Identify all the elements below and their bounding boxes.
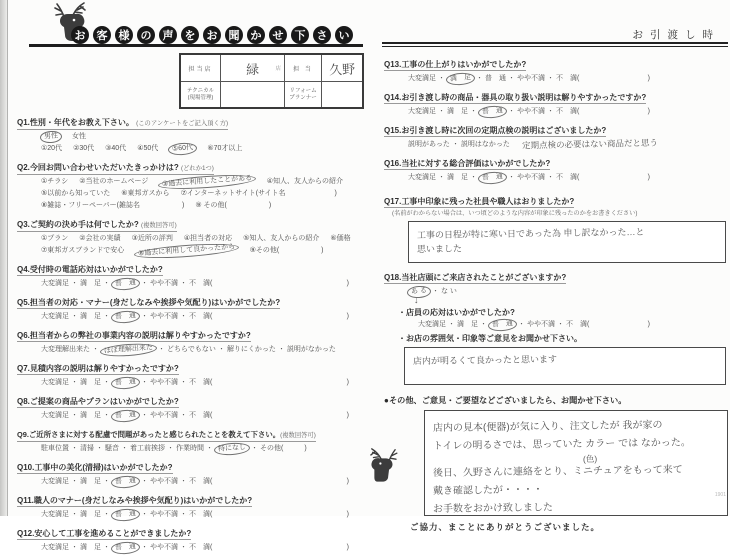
option-separator	[170, 189, 181, 199]
option-separator: ・	[480, 321, 487, 328]
other-comments-title: ●その他、ご意見・ご要望などございましたら、お聞かせ下さい。	[384, 396, 627, 405]
rating-option: やや不満	[150, 280, 178, 287]
circled-rating-option: 普 通	[478, 105, 508, 119]
option-separator: ・	[103, 412, 110, 419]
option-separator: ・	[103, 313, 110, 320]
option: な い	[440, 288, 457, 295]
option-separator	[239, 246, 250, 256]
q14-rating	[384, 107, 728, 117]
option-separator: ・	[206, 445, 213, 452]
circled-option: ⑧過去に利用して良かったから	[134, 241, 240, 260]
question-title: Q14.お引き渡し時の商品・器具の取り扱い説明は解りやすかったですか?	[384, 93, 647, 102]
rating-option: やや不満	[150, 379, 178, 386]
question-q5	[17, 292, 361, 322]
rating-option: やや不満	[517, 75, 545, 82]
title-badge: 下	[291, 26, 309, 44]
circled-option: あ る	[407, 285, 432, 299]
option-separator: ・	[180, 478, 187, 485]
circled-rating-option: 普 通	[111, 475, 141, 489]
title-badge: の	[137, 26, 155, 44]
option-separator	[121, 234, 132, 244]
q9-options	[17, 444, 361, 454]
option-separator: ・	[180, 544, 187, 551]
scan-edge-shadow	[0, 0, 8, 516]
header-rule	[29, 44, 363, 47]
option-separator: ・	[448, 321, 455, 328]
circled-rating-option: 普 通	[111, 541, 141, 555]
question-title: Q13.工事の仕上がりはいかがでしたか?	[384, 60, 527, 69]
q6-options	[17, 345, 361, 355]
title-badge: お	[203, 26, 221, 44]
option-separator: ・	[557, 321, 564, 328]
close-paren: )	[346, 478, 349, 485]
rating-option: 大変満足	[408, 108, 436, 115]
handwritten-comment: 店内が明るくて良かったと思います	[412, 354, 558, 367]
option-separator	[68, 177, 79, 187]
q2-options-line1	[17, 174, 361, 189]
option-separator: ・	[508, 108, 515, 115]
rating-option: やや不満	[150, 478, 178, 485]
handwritten-comment: (色)	[582, 453, 598, 464]
option-separator: ・	[508, 75, 515, 82]
option-separator: ・	[121, 445, 128, 452]
option: ④担当者の対応	[183, 235, 233, 242]
circled-option: ほぼ理解出来た	[100, 342, 158, 358]
circled-rating-option: 普 通	[111, 310, 141, 324]
q16-rating	[384, 173, 728, 183]
option-separator: ・	[103, 478, 110, 485]
question-title: Q18.当社店頭にご来店されたことがございますか?	[384, 273, 567, 282]
rating-option: 大変満足	[41, 478, 69, 485]
option-separator: ・	[167, 445, 174, 452]
person-label-cell: 担 当	[285, 55, 322, 82]
option-separator	[110, 189, 121, 199]
deer-icon	[364, 446, 402, 493]
option: 騒音	[105, 445, 119, 452]
rating-option: 不 満(	[189, 412, 213, 419]
handwritten-store-name: 緑	[245, 61, 260, 77]
option-separator	[184, 201, 195, 211]
option: ⑥価格	[330, 235, 351, 242]
question-title: Q7.見積内容の説明は解りやすかったですか?	[17, 364, 179, 373]
store-suffix: 店	[275, 66, 281, 72]
question-q6	[17, 325, 361, 355]
planner-value-cell	[322, 82, 362, 107]
handwritten-comment: 工事の日程が特に寒い日であった為 申し訳なかった…と	[416, 226, 645, 241]
handwritten-person-name: 久野	[328, 61, 356, 77]
rating-option: やや不満	[150, 313, 178, 320]
other-comments-section	[384, 395, 728, 533]
q4-rating	[17, 279, 361, 289]
option-separator	[173, 234, 184, 244]
question-q1	[17, 112, 361, 154]
rating-option: 大変満足	[41, 280, 69, 287]
circled-option: 特になし	[214, 442, 251, 456]
question-title: Q16.当社に対する総合評価はいかがでしたか?	[384, 159, 551, 168]
rating-option: 満 足	[80, 379, 101, 386]
section-rule	[382, 42, 728, 47]
rating-option: 満 足	[457, 321, 478, 328]
option-separator: ・	[277, 346, 285, 353]
option-separator: ・	[438, 108, 445, 115]
q8-rating	[17, 411, 361, 421]
option-separator: ・	[71, 544, 78, 551]
option-separator: ・	[141, 478, 148, 485]
option-separator: ・	[547, 108, 554, 115]
question-q13	[384, 54, 728, 84]
option: ②30代	[73, 145, 95, 152]
title-badge: 様	[115, 26, 133, 44]
close-paren: )	[346, 280, 349, 287]
option-separator: ・	[158, 346, 165, 353]
option-separator: ・	[217, 346, 225, 353]
other-comments-box	[424, 410, 728, 516]
option: ①20代	[41, 145, 63, 152]
right-questions	[384, 54, 728, 533]
circled-rating-option: 満 足	[446, 72, 476, 86]
circled-option: ⑤60代	[168, 142, 198, 156]
option-separator: ・	[92, 346, 99, 353]
rating-option: 不 満(	[189, 379, 213, 386]
question-title: Q12.安心して工事を進めることができましたか?	[17, 529, 192, 538]
rating-option: やや不満	[517, 108, 545, 115]
option-separator: ・	[103, 280, 110, 287]
option: 説明があった	[408, 141, 450, 148]
q1-age-options	[17, 144, 361, 154]
option: 大変理解出来た	[41, 346, 90, 353]
option: ①チラシ	[41, 178, 69, 185]
handwritten-comment: 思いました	[416, 243, 463, 255]
option-separator: ・	[180, 412, 187, 419]
circled-rating-option: 普 通	[111, 508, 141, 522]
close-paren: )	[346, 313, 349, 320]
option-separator	[68, 234, 79, 244]
technical-label-cell: テクニカル (現場管理)	[181, 82, 221, 107]
question-q17	[384, 191, 728, 263]
q12-rating	[17, 543, 361, 553]
rating-option: 大変満足	[408, 75, 436, 82]
rating-option: やや不満	[150, 412, 178, 419]
store-value-cell	[221, 55, 285, 82]
left-page	[9, 0, 372, 552]
option: ⑤以前から知っていた	[41, 190, 111, 197]
rating-option: 満 足	[80, 280, 101, 287]
title-badge: い	[335, 26, 353, 44]
rating-option: 大変満足	[41, 379, 69, 386]
option-separator: ・	[71, 478, 78, 485]
title-badge: せ	[269, 26, 287, 44]
option-separator: ・	[141, 511, 148, 518]
option-separator	[61, 132, 72, 142]
option-separator: ・	[71, 280, 78, 287]
q3-options-line1	[17, 234, 361, 244]
q17-comment-box	[408, 221, 726, 263]
option: ④知人、友人からの紹介	[266, 178, 343, 185]
option: 作業時間	[176, 445, 204, 452]
close-paren: )	[647, 321, 650, 328]
close-paren: )	[346, 379, 349, 386]
store-label-cell: 担当店	[181, 55, 221, 82]
rating-option: 大変満足	[41, 511, 69, 518]
option-separator: ・	[71, 313, 78, 320]
option: ④50代	[137, 145, 159, 152]
handwritten-comment: トイレの明るさでは、思っていた カラー では なかった。	[432, 437, 691, 452]
technical-value-cell	[221, 82, 285, 107]
option-separator: ・	[438, 174, 445, 181]
q13-rating	[384, 74, 728, 84]
question-title: Q8.ご提案の商品やプランはいかがでしたか?	[17, 397, 179, 406]
title-badge: 声	[159, 26, 177, 44]
option-separator: ・	[103, 379, 110, 386]
option-separator: ・	[451, 141, 459, 148]
option: 駐車位置	[41, 445, 69, 452]
option: どちらでもない	[167, 346, 216, 353]
option: ⑦東邦ガスブランドで安心	[41, 247, 125, 254]
question-q4	[17, 259, 361, 289]
question-q7	[17, 358, 361, 388]
option: 説明がなかった	[286, 346, 336, 353]
title-badge: 客	[93, 26, 111, 44]
question-q18	[384, 267, 728, 385]
close-paren: )	[647, 108, 650, 115]
form-code: 1901	[714, 492, 726, 498]
option: ②会社の実績	[79, 235, 121, 242]
circled-rating-option: 普 通	[111, 277, 141, 291]
option-separator: ・	[141, 412, 148, 419]
handwritten-comment: お手数をおかけ致しました	[432, 502, 554, 515]
q1-gender-options	[17, 132, 361, 142]
option-separator: ・	[508, 174, 515, 181]
option-separator: ・	[71, 511, 78, 518]
question-q12	[17, 523, 361, 553]
option-separator	[319, 234, 330, 244]
planner-label-cell: リフォーム プランナー	[285, 82, 322, 107]
rating-option: やや不満	[527, 321, 555, 328]
question-q3	[17, 214, 361, 256]
close-paren: )	[647, 174, 650, 181]
q2-options-line2	[17, 189, 361, 199]
q18-staff-rating	[384, 320, 728, 330]
option-separator: ・	[518, 321, 525, 328]
title-badge: さ	[313, 26, 331, 44]
rating-option: 大変満足	[41, 412, 69, 419]
rating-option: 満 足	[80, 511, 101, 518]
title-badge: か	[247, 26, 265, 44]
option: ③40代	[105, 145, 127, 152]
right-page	[372, 0, 730, 532]
rating-option: 不 満(	[556, 108, 580, 115]
rating-option: 満 足	[80, 412, 101, 419]
option: 女性	[72, 133, 86, 140]
title-badge: お	[71, 26, 89, 44]
option-separator	[256, 177, 267, 187]
option-separator: ・	[71, 445, 78, 452]
option-separator: ・	[547, 75, 554, 82]
option-separator	[196, 144, 207, 154]
option-separator: ・	[96, 445, 103, 452]
q15-options	[384, 140, 510, 150]
question-q2	[17, 157, 361, 211]
rating-option: 不 満(	[189, 544, 213, 551]
title-badge: 聞	[225, 26, 243, 44]
question-title: Q4.受付時の電話応対はいかがでしたか?	[17, 265, 163, 274]
option-separator: ・	[470, 174, 477, 181]
rating-option: 大変満足	[408, 174, 436, 181]
option-separator: ・	[180, 511, 187, 518]
handwritten-arrow: ↓	[414, 295, 419, 305]
rating-option: 不 満(	[189, 478, 213, 485]
question-title: Q2.今回お問い合わせいただいたきっかけは? (どれか1つ)	[17, 162, 214, 175]
question-title: Q3.ご契約の決め手は何でしたか? (複数回答可)	[17, 219, 177, 232]
option-separator: ・	[71, 412, 78, 419]
q2-options-line3	[17, 201, 361, 211]
left-questions	[17, 112, 361, 556]
option-separator: ・	[476, 75, 483, 82]
question-title: Q15.お引き渡し時に次回の定期点検の説明はございましたか?	[384, 126, 607, 135]
q11-rating	[17, 510, 361, 520]
rating-option: 満 足	[447, 108, 468, 115]
staff-table	[179, 53, 364, 109]
option: 清掃	[80, 445, 94, 452]
option-separator: ・	[141, 313, 148, 320]
handwritten-note-q15: 定期点検の必要はない商品だと思う	[521, 137, 659, 151]
q18-sub-question-shop: ・お店の雰囲気・印象等ご意見をお聞かせ下さい。	[398, 334, 582, 343]
handwritten-comment: 店内の見本(便器)が気に入り、注文したが 我が家の	[432, 419, 663, 434]
rating-option: 不 満(	[556, 75, 580, 82]
option: 説明はなかった	[460, 141, 510, 148]
section-label-handover: お引渡し時	[632, 29, 720, 41]
option: ①プラン	[41, 235, 69, 242]
rating-option: 満 足	[80, 478, 101, 485]
rating-option: 不 満(	[556, 174, 580, 181]
question-title: Q9.ご近所さまに対する配慮で問題があったと感じられたことを教えて下さい。(複数回答可)	[17, 429, 316, 442]
rating-option: 大変満足	[41, 313, 69, 320]
close-paren: )	[346, 511, 349, 518]
q3-options-line2	[17, 243, 361, 258]
option: ⑨ その他( )	[195, 202, 272, 209]
rating-option: 不 満(	[189, 511, 213, 518]
option-separator: ・	[141, 280, 148, 287]
question-q10	[17, 457, 361, 487]
option: ⑥70才以上	[207, 145, 243, 152]
option: その他( )	[260, 445, 307, 452]
option-separator: ・	[470, 108, 477, 115]
option-separator: ・	[438, 75, 445, 82]
circled-rating-option: 普 通	[111, 376, 141, 390]
close-paren: )	[346, 412, 349, 419]
question-q9	[17, 424, 361, 454]
close-paren: )	[647, 75, 650, 82]
option: ⑧雑誌・フリーペーパー(雑誌名 )	[41, 202, 185, 209]
option-separator	[94, 144, 105, 154]
rating-option: やや不満	[150, 511, 178, 518]
circled-option: 男性	[40, 130, 63, 144]
question-q11	[17, 490, 361, 520]
option-separator: ・	[103, 511, 110, 518]
option-separator	[62, 144, 73, 154]
circled-rating-option: 普 通	[111, 409, 141, 423]
rating-option: 不 満(	[189, 280, 213, 287]
option-separator: ・	[141, 544, 148, 551]
question-q8	[17, 391, 361, 421]
option-separator	[126, 144, 137, 154]
rating-option: 不 満(	[566, 321, 590, 328]
circled-rating-option: 普 通	[488, 318, 518, 332]
option-separator: ・	[141, 379, 148, 386]
question-q14	[384, 87, 728, 117]
option-separator: ・	[547, 174, 554, 181]
q5-rating	[17, 312, 361, 322]
circled-rating-option: 普 通	[478, 171, 508, 185]
rating-option: 満 足	[80, 313, 101, 320]
option-separator: ・	[180, 313, 187, 320]
question-note: (名前がわからない場合は、いつ頃どのような内容が印象に残ったのかをお書きください)	[392, 210, 638, 217]
rating-option: 大変満足	[41, 544, 69, 551]
option-separator: ・	[180, 280, 187, 287]
rating-option: 満 足	[447, 174, 468, 181]
rating-option: 大変満足	[418, 321, 446, 328]
question-title: Q11.職人のマナー(身だしなみや挨拶や気配り)はいかがでしたか?	[17, 496, 253, 505]
question-title: Q1.性別・年代をお教え下さい。 (このアンケートをご記入頂く方)	[17, 117, 228, 130]
rating-option: 不 満(	[189, 313, 213, 320]
option-separator: ・	[103, 544, 110, 551]
option: ②当社のホームページ	[79, 178, 149, 185]
option-separator: ・	[431, 288, 439, 295]
question-q15	[384, 120, 728, 150]
option-separator	[232, 234, 243, 244]
option: ⑤知人、友人からの紹介	[243, 235, 320, 242]
question-title: Q17.工事中印象に残った社員や職人はおりましたか?	[384, 197, 575, 206]
option-separator: ・	[251, 445, 258, 452]
rating-option: やや不満	[150, 544, 178, 551]
handwritten-comment: 後日、久野さんに連絡をとり、ミニチュアをもって来て	[432, 464, 683, 479]
handwritten-comment: 戴き確認したが・・・・	[432, 484, 544, 497]
page-title	[71, 26, 353, 44]
option-separator: ・	[71, 379, 78, 386]
question-title: Q6.担当者からの弊社の事業内容の説明は解りやすかったですか?	[17, 331, 251, 340]
option-separator: ・	[180, 379, 187, 386]
option: 解りにくかった	[226, 346, 276, 353]
q18-sub-question-staff: ・店員の応対はいかがでしたか?	[398, 308, 515, 317]
circled-option: ③過去に利用したことがある	[158, 173, 257, 192]
option: ③近所の評判	[131, 235, 173, 242]
person-value-cell	[322, 55, 362, 82]
question-q16	[384, 153, 728, 183]
rating-option: やや不満	[517, 174, 545, 181]
title-badge: を	[181, 26, 199, 44]
option: ⑦インターネットサイト(サイト名 )	[180, 190, 337, 197]
option: 着工前挨拶	[130, 445, 165, 452]
thanks-message: ご協力、まことにありがとうございました。	[410, 522, 601, 532]
q18-comment-box	[404, 347, 726, 385]
q10-rating	[17, 477, 361, 487]
rating-option: 満 足	[80, 544, 101, 551]
option: ⑥東邦ガスから	[121, 190, 170, 197]
close-paren: )	[346, 544, 349, 551]
option: ⑨その他( )	[249, 247, 324, 254]
question-title: Q10.工事中の美化(清掃)はいかがでしたか?	[17, 463, 173, 472]
q7-rating	[17, 378, 361, 388]
question-title: Q5.担当者の対応・マナー(身だしなみや挨拶や気配り)はいかがでしたか?	[17, 298, 281, 307]
rating-option: 普 通	[485, 75, 506, 82]
